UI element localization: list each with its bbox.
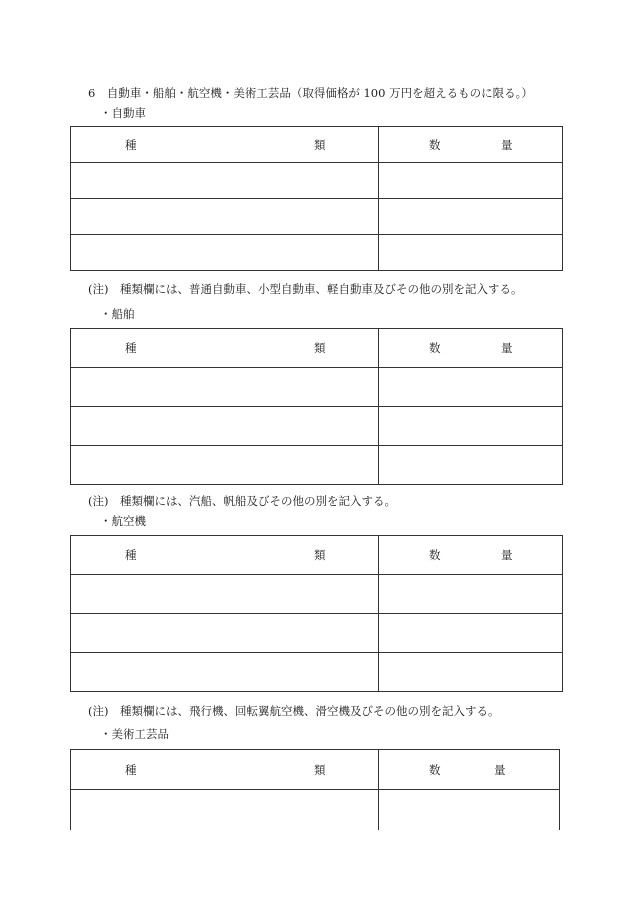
qty-header-right: 量 — [501, 137, 513, 152]
qty-header-left: 数 — [429, 548, 441, 562]
ship-table — [70, 328, 563, 485]
kind-header — [71, 329, 379, 368]
kind-cell[interactable] — [71, 368, 379, 407]
qty-cell[interactable] — [379, 199, 563, 235]
table-header-row — [71, 127, 563, 163]
qty-header — [379, 536, 563, 575]
qty-header-right: 量 — [501, 341, 513, 355]
table-row — [71, 575, 563, 614]
qty-cell[interactable] — [379, 163, 563, 199]
table-row — [71, 653, 563, 692]
qty-header — [379, 750, 559, 789]
table-row — [71, 368, 563, 407]
kind-header-right: 類 — [314, 548, 326, 562]
kind-header-left: 種 — [125, 137, 137, 152]
note-ship: (注) 種類欄には、汽船、帆船及びその他の別を記入する。 — [88, 494, 396, 508]
section-label-automobile: ・自動車 — [100, 106, 146, 120]
qty-header-left: 数 — [429, 137, 441, 152]
section-heading: 6 自動車・船舶・航空機・美術工芸品（取得価格が 100 万円を超えるものに限る。） — [88, 86, 533, 100]
kind-header-right: 類 — [314, 137, 326, 152]
table-header-row — [71, 329, 563, 368]
qty-cell[interactable] — [379, 235, 563, 271]
art-table — [70, 749, 560, 830]
qty-cell[interactable] — [379, 446, 563, 485]
kind-header-left: 種 — [125, 341, 137, 355]
kind-cell[interactable] — [71, 446, 379, 485]
qty-header-left: 数 — [429, 341, 441, 355]
note-aircraft: (注) 種類欄には、飛行機、回転翼航空機、滑空機及びその他の別を記入する。 — [88, 704, 500, 718]
table-row — [71, 163, 563, 199]
kind-header — [71, 127, 379, 163]
kind-header-right: 類 — [314, 762, 326, 777]
qty-header-right: 量 — [501, 548, 513, 562]
kind-cell[interactable] — [71, 199, 379, 235]
table-row — [71, 446, 563, 485]
qty-cell[interactable] — [379, 614, 563, 653]
qty-header-right: 量 — [494, 762, 506, 777]
kind-cell[interactable] — [71, 575, 379, 614]
table-row — [71, 407, 563, 446]
table-header-row — [71, 536, 563, 575]
kind-cell[interactable] — [71, 614, 379, 653]
kind-cell[interactable] — [71, 407, 379, 446]
qty-cell[interactable] — [379, 575, 563, 614]
note-automobile: (注) 種類欄には、普通自動車、小型自動車、軽自動車及びその他の別を記入する。 — [88, 282, 523, 296]
kind-cell[interactable] — [71, 235, 379, 271]
table-row — [71, 199, 563, 235]
qty-header-left: 数 — [429, 762, 441, 777]
kind-header — [71, 536, 379, 575]
section-label-art: ・美術工芸品 — [100, 727, 169, 741]
kind-header-right: 類 — [314, 341, 326, 355]
aircraft-table — [70, 535, 563, 692]
qty-cell[interactable] — [379, 407, 563, 446]
section-label-ship: ・船舶 — [100, 307, 135, 321]
kind-cell[interactable] — [71, 163, 379, 199]
kind-header-left: 種 — [125, 548, 137, 562]
qty-header — [379, 127, 563, 163]
kind-cell[interactable] — [71, 653, 379, 692]
table-row — [71, 614, 563, 653]
kind-header — [71, 750, 378, 789]
table-row — [71, 235, 563, 271]
qty-cell[interactable] — [379, 368, 563, 407]
section-label-aircraft: ・航空機 — [100, 514, 146, 528]
automobile-table — [70, 126, 563, 271]
kind-cell[interactable] — [71, 790, 378, 830]
kind-header-left: 種 — [125, 762, 137, 777]
qty-cell[interactable] — [379, 653, 563, 692]
qty-cell[interactable] — [379, 790, 559, 830]
qty-header — [379, 329, 563, 368]
